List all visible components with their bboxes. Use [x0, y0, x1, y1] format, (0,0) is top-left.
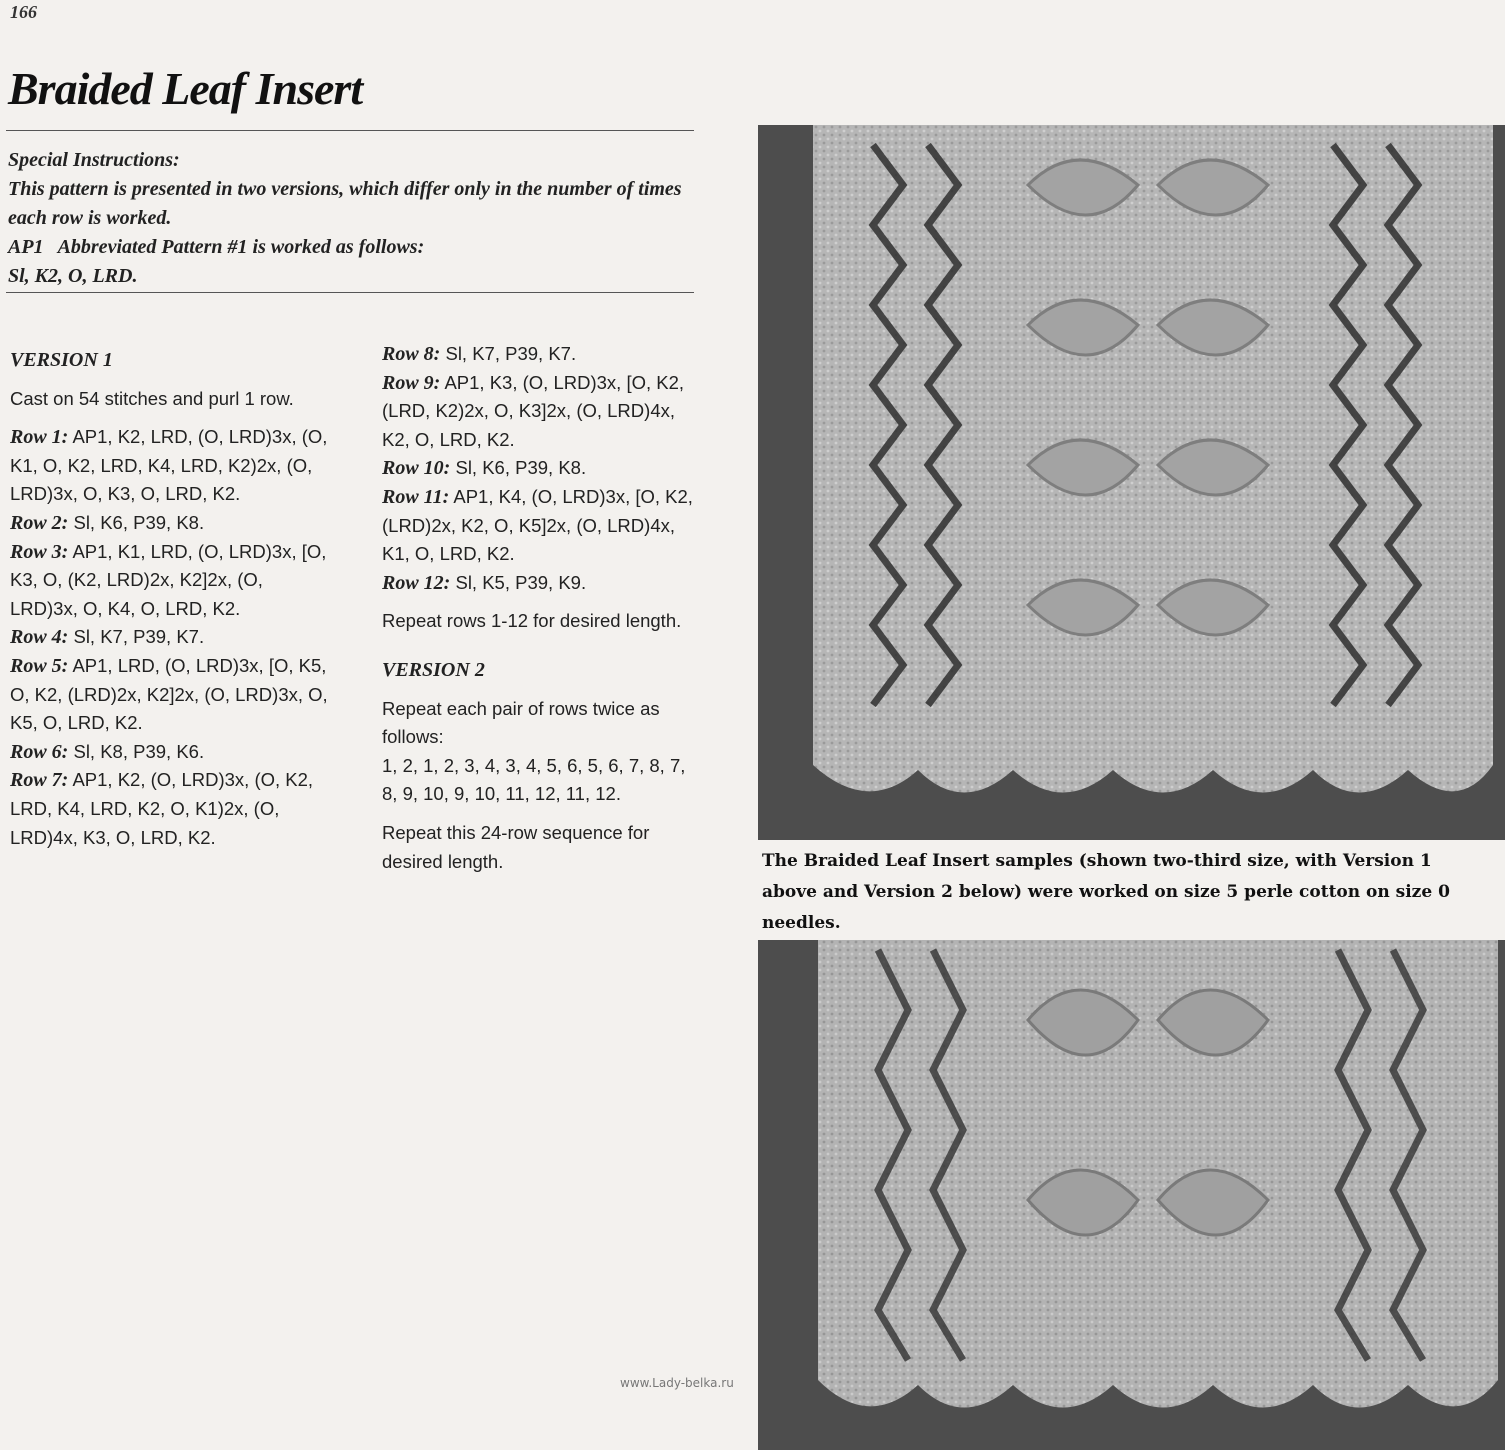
- special-instructions-heading: Special Instructions:: [8, 149, 180, 171]
- page-number: 166: [10, 2, 37, 22]
- row-label: Row 3:: [10, 540, 69, 563]
- row-label: Row 5:: [10, 654, 69, 677]
- version2-repeat: Repeat this 24-row sequence for desired length.: [382, 821, 650, 872]
- row-label: Row 12:: [382, 571, 451, 594]
- row-instruction: [10, 766, 330, 852]
- row-text: AP1, K3, (O, LRD)3x, [O, K2, (LRD, K2)2x, O, K3]2x, (O, LRD)4x, K2, O, LRD, K2.: [382, 371, 685, 450]
- row-instruction: [382, 483, 702, 569]
- ap1-pattern: Sl, K2, O, LRD.: [8, 265, 138, 287]
- row-label: Row 9:: [382, 371, 441, 394]
- ap1-label: AP1: [8, 236, 44, 258]
- version1-sample-photo: [758, 125, 1505, 840]
- row-label: Row 7:: [10, 769, 69, 792]
- row-text: Sl, K8, P39, K6.: [73, 740, 205, 762]
- row-label: Row 11:: [382, 485, 450, 508]
- version2-heading: VERSION 2: [382, 658, 485, 681]
- row-text: AP1, K1, LRD, (O, LRD)3x, [O, K3, O, (K2, LRD)2x, K2]2x, (O, LRD)3x, O, K4, O, LRD, K2.: [10, 540, 327, 619]
- bottom-rule: [6, 292, 694, 293]
- row-text: Sl, K7, P39, K7.: [73, 626, 205, 648]
- top-rule: [6, 130, 694, 131]
- row-text: AP1, K2, (O, LRD)3x, (O, K2, LRD, K4, LRD, K2, O, K1)2x, (O, LRD)4x, K3, O, LRD, K2.: [10, 769, 314, 848]
- version2-intro: Repeat each pair of rows twice as follows:: [382, 697, 660, 748]
- row-label: Row 8:: [382, 343, 441, 365]
- watermark-link[interactable]: www.Lady-belka.ru: [620, 1376, 734, 1390]
- row-text: AP1, K2, LRD, (O, LRD)3x, (O, K1, O, K2, LRD, K4, LRD, K2)2x, (O, LRD)3x, O, K3, O, LRD, K2.: [10, 426, 328, 505]
- special-instructions-text: This pattern is presented in two versions, which differ only in the number of times each row is worked.: [8, 178, 682, 229]
- row-instruction: [10, 652, 330, 738]
- knit-swatch-version2: [758, 940, 1505, 1450]
- row-instruction: [10, 623, 330, 652]
- right-column: [382, 340, 702, 886]
- version2-sample-photo: [758, 940, 1505, 1450]
- row-instruction: [382, 454, 702, 483]
- row-label: Row 2:: [10, 511, 69, 534]
- version1-intro: Cast on 54 stitches and purl 1 row.: [10, 387, 294, 409]
- row-label: Row 10:: [382, 457, 451, 480]
- row-instruction: [10, 738, 330, 767]
- row-instruction: [382, 340, 702, 369]
- row-text: Sl, K5, P39, K9.: [455, 571, 587, 593]
- left-column: [10, 340, 330, 852]
- page-title: Braided Leaf Insert: [8, 63, 363, 114]
- row-text: Sl, K6, P39, K8.: [73, 511, 205, 533]
- row-instruction: [382, 369, 702, 455]
- version1-heading: VERSION 1: [10, 349, 113, 371]
- row-label: Row 4:: [10, 626, 69, 649]
- row-text: Sl, K6, P39, K8.: [455, 457, 587, 479]
- special-instructions: [8, 146, 698, 291]
- row-text: AP1, LRD, (O, LRD)3x, [O, K5, O, K2, (LRD)2x, K2]2x, (O, LRD)3x, O, K5, O, LRD, K2.: [10, 654, 328, 734]
- row-instruction: [382, 569, 702, 598]
- row-instruction: [10, 423, 330, 509]
- version2-sequence: 1, 2, 1, 2, 3, 4, 3, 4, 5, 6, 5, 6, 7, 8, 7, 8, 9, 10, 9, 10, 11, 12, 11, 12.: [382, 754, 686, 805]
- photo-caption: The Braided Leaf Insert samples (shown two-third size, with Version 1 above and Version 2 below) were worked on size 5 perle cotton on size 0 needles.: [762, 851, 1450, 933]
- version1-repeat: Repeat rows 1-12 for desired length.: [382, 610, 682, 632]
- row-text: Sl, K7, P39, K7.: [445, 343, 577, 364]
- row-instruction: [10, 538, 330, 624]
- ap1-definition: [8, 233, 698, 262]
- ap1-text: Abbreviated Pattern #1 is worked as follows:: [57, 236, 425, 258]
- knit-swatch-version1: [758, 125, 1505, 840]
- row-label: Row 6:: [10, 740, 69, 763]
- row-label: Row 1:: [10, 426, 69, 449]
- row-text: AP1, K4, (O, LRD)3x, [O, K2, (LRD)2x, K2, O, K5]2x, (O, LRD)4x, K1, O, LRD, K2.: [382, 485, 693, 565]
- row-instruction: [10, 509, 330, 538]
